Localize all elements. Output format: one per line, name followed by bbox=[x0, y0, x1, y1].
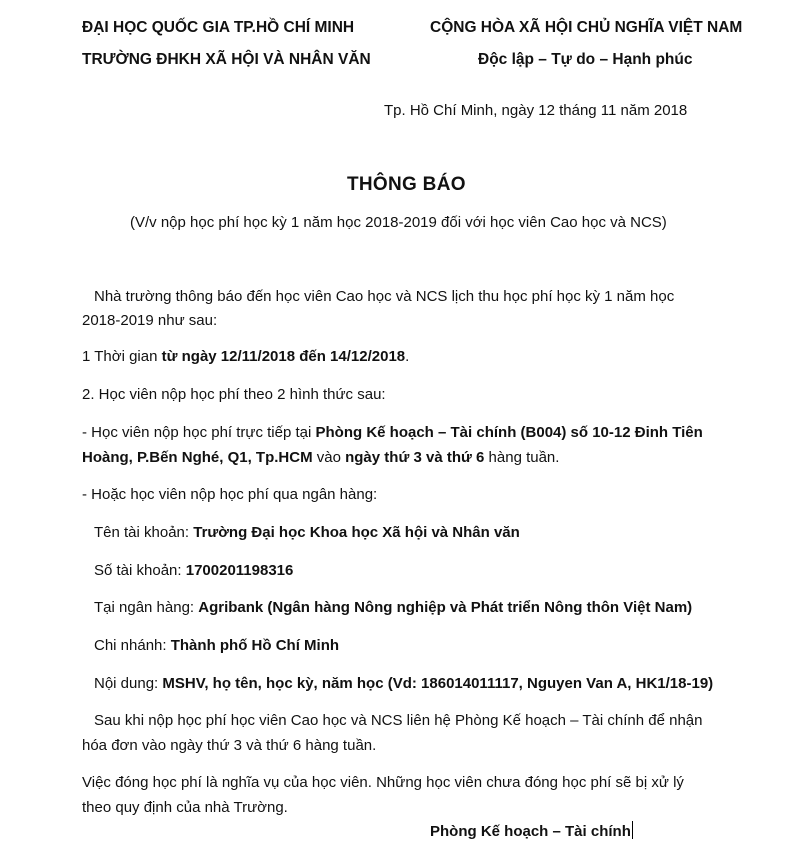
bank-account-name-value: Trường Đại học Khoa học Xã hội và Nhân văn bbox=[193, 524, 520, 541]
item-time-prefix: 1 Thời gian bbox=[82, 348, 162, 365]
header-left-line1: ĐẠI HỌC QUỐC GIA TP.HỒ CHÍ MINH bbox=[82, 19, 355, 36]
bank-content-value: MSHV, họ tên, học kỳ, năm học (Vd: 186014011117, Nguyen Van A, HK1/18-19) bbox=[162, 675, 714, 692]
item-time-suffix: . bbox=[405, 348, 410, 365]
direct-prefix: - Học viên nộp học phí trực tiếp tại bbox=[82, 424, 316, 441]
direct-address: Hoàng, P.Bến Nghé, Q1, Tp.HCM bbox=[82, 449, 313, 466]
item-time-range: từ ngày 12/11/2018 đến 14/12/2018 bbox=[161, 348, 406, 365]
bank-account-no bbox=[94, 559, 293, 583]
bank-account-no-value: 1700201198316 bbox=[185, 562, 294, 579]
direct-line1 bbox=[82, 421, 703, 445]
header-right-line1: CỘNG HÒA XÃ HỘI CHỦ NGHĨA VIỆT NAM bbox=[430, 19, 743, 36]
bank-name bbox=[94, 596, 692, 620]
bank-intro: - Hoặc học viên nộp học phí qua ngân hàng: bbox=[82, 486, 378, 503]
after-line1: Sau khi nộp học phí học viên Cao học và NCS liên hệ Phòng Kế hoạch – Tài chính để nhận bbox=[94, 712, 703, 729]
closing-line1: Việc đóng học phí là nghĩa vụ của học viên. Những học viên chưa đóng học phí sẽ bị xử lý bbox=[82, 774, 684, 791]
after-line2: hóa đơn vào ngày thứ 3 và thứ 6 hàng tuần. bbox=[82, 737, 377, 754]
bank-branch-label: Chi nhánh: bbox=[94, 637, 171, 654]
bank-account-name-label: Tên tài khoản: bbox=[94, 524, 194, 541]
page-title: THÔNG BÁO bbox=[347, 174, 466, 195]
bank-content bbox=[94, 672, 713, 696]
closing-line2: theo quy định của nhà Trường. bbox=[82, 799, 288, 816]
bank-account-name bbox=[94, 521, 520, 545]
direct-days: ngày thứ 3 và thứ 6 bbox=[345, 449, 485, 466]
header-right-line2: Độc lập – Tự do – Hạnh phúc bbox=[478, 51, 693, 68]
direct-mid: vào bbox=[312, 449, 346, 466]
text-cursor bbox=[632, 821, 634, 839]
page-subtitle: (V/v nộp học phí học kỳ 1 năm học 2018-2019 đối với học viên Cao học và NCS) bbox=[130, 214, 667, 231]
direct-suffix: hàng tuần. bbox=[484, 449, 560, 466]
bank-name-value: Agribank (Ngân hàng Nông nghiệp và Phát triển Nông thôn Việt Nam) bbox=[198, 599, 693, 616]
direct-line2 bbox=[82, 446, 559, 470]
bank-content-label: Nội dung: bbox=[94, 675, 163, 692]
intro-line2: 2018-2019 như sau: bbox=[82, 312, 218, 329]
intro-line1: Nhà trường thông báo đến học viên Cao học và NCS lịch thu học phí học kỳ 1 năm học bbox=[94, 288, 675, 305]
date-line: Tp. Hồ Chí Minh, ngày 12 tháng 11 năm 2018 bbox=[384, 102, 688, 119]
bank-branch bbox=[94, 634, 339, 658]
signature: Phòng Kế hoạch – Tài chính bbox=[430, 823, 631, 840]
item-time bbox=[82, 345, 409, 369]
bank-branch-value: Thành phố Hồ Chí Minh bbox=[170, 637, 340, 654]
signature-block bbox=[430, 820, 633, 844]
item-methods: 2. Học viên nộp học phí theo 2 hình thức sau: bbox=[82, 386, 386, 403]
bank-account-no-label: Số tài khoản: bbox=[94, 562, 186, 579]
direct-office: Phòng Kế hoạch – Tài chính (B004) số 10-12 Đinh Tiên bbox=[315, 424, 703, 441]
header-left-line2: TRƯỜNG ĐHKH XÃ HỘI VÀ NHÂN VĂN bbox=[82, 51, 371, 68]
bank-name-label: Tại ngân hàng: bbox=[94, 599, 199, 616]
